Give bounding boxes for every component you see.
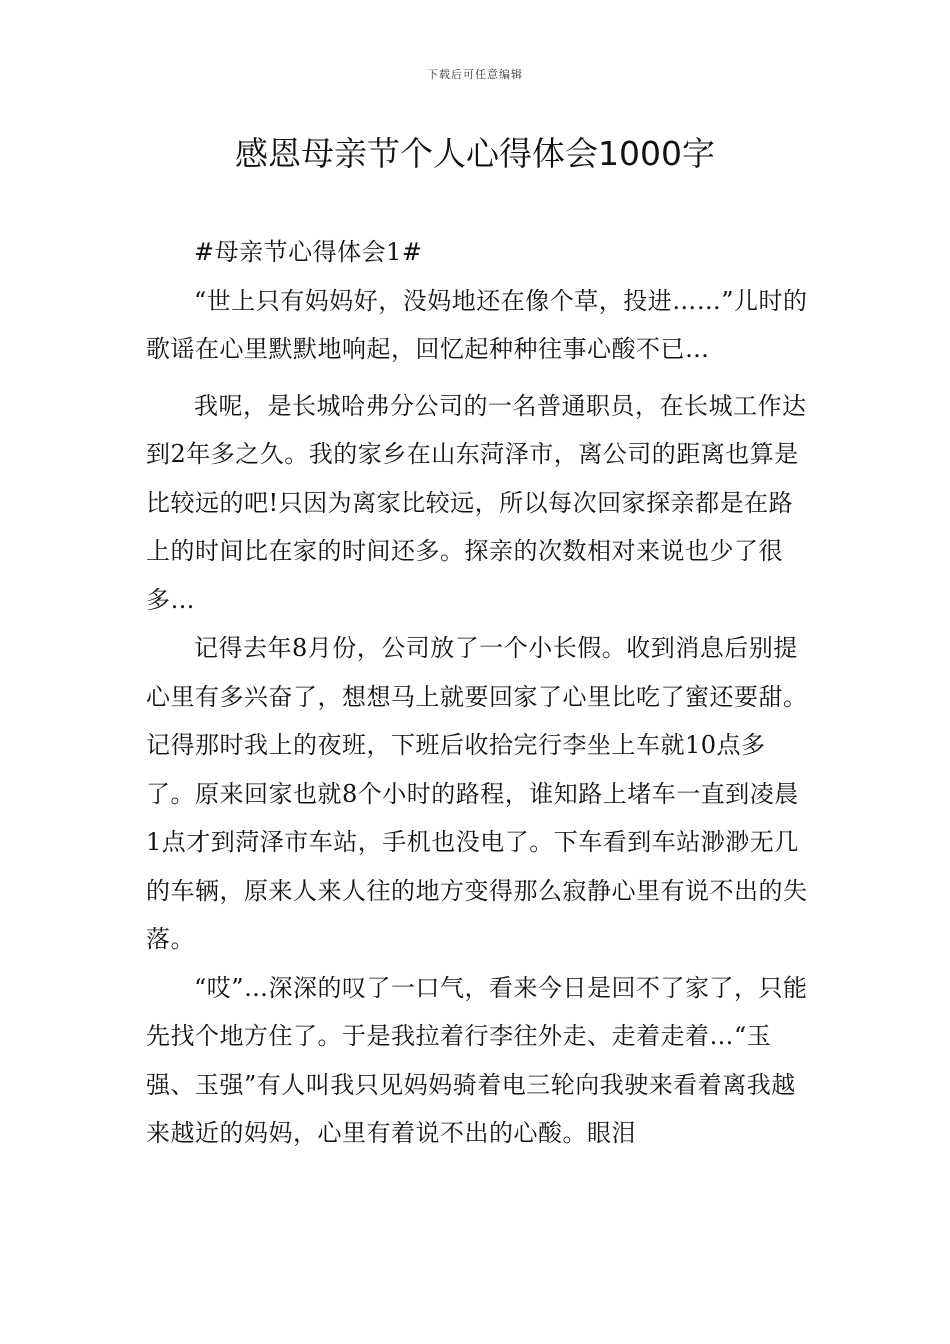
paragraph: 我呢，是长城哈弗分公司的一名普通职员，在长城工作达到2年多之久。我的家乡在山东菏泽市，离公司的距离也算是比较远的吧!只因为离家比较远，所以每次回家探亲都是在路上的时间比在家的时间还多。探亲的次数相对来说也少了很多… (146, 391, 807, 614)
paragraph-heading: #母亲节心得体会1# (194, 238, 423, 266)
paragraph: 记得去年8月份，公司放了一个小长假。收到消息后别提心里有多兴奋了，想想马上就要回家了心里比吃了蜜还要甜。记得那时我上的夜班，下班后收拾完行李坐上车就10点多了。原来回家也就8个小时的路程，谁知路上堵车一直到凌晨1点才到菏泽市车站，手机也没电了。下车看到车站渺渺无几的车辆，原来人来人往的地方变得那么寂静心里有说不出的失落。 (146, 634, 808, 953)
paragraph: “世上只有妈妈好，没妈地还在像个草，投进……”儿时的歌谣在心里默默地响起，回忆起种种往事心酸不已… (146, 286, 808, 363)
document-title: 感恩母亲节个人心得体会1000字 (235, 134, 715, 173)
document-body (146, 228, 810, 1158)
paragraph: “哎”…深深的叹了一口气，看来今日是回不了家了，只能先找个地方住了。于是我拉着行李往外走、走着走着…“玉强、玉强”有人叫我只见妈妈骑着电三轮向我驶来看着离我越来越近的妈妈，心里有着说不出的心酸。眼泪 (146, 973, 808, 1147)
header-note: 下载后可任意编辑 (427, 68, 523, 81)
